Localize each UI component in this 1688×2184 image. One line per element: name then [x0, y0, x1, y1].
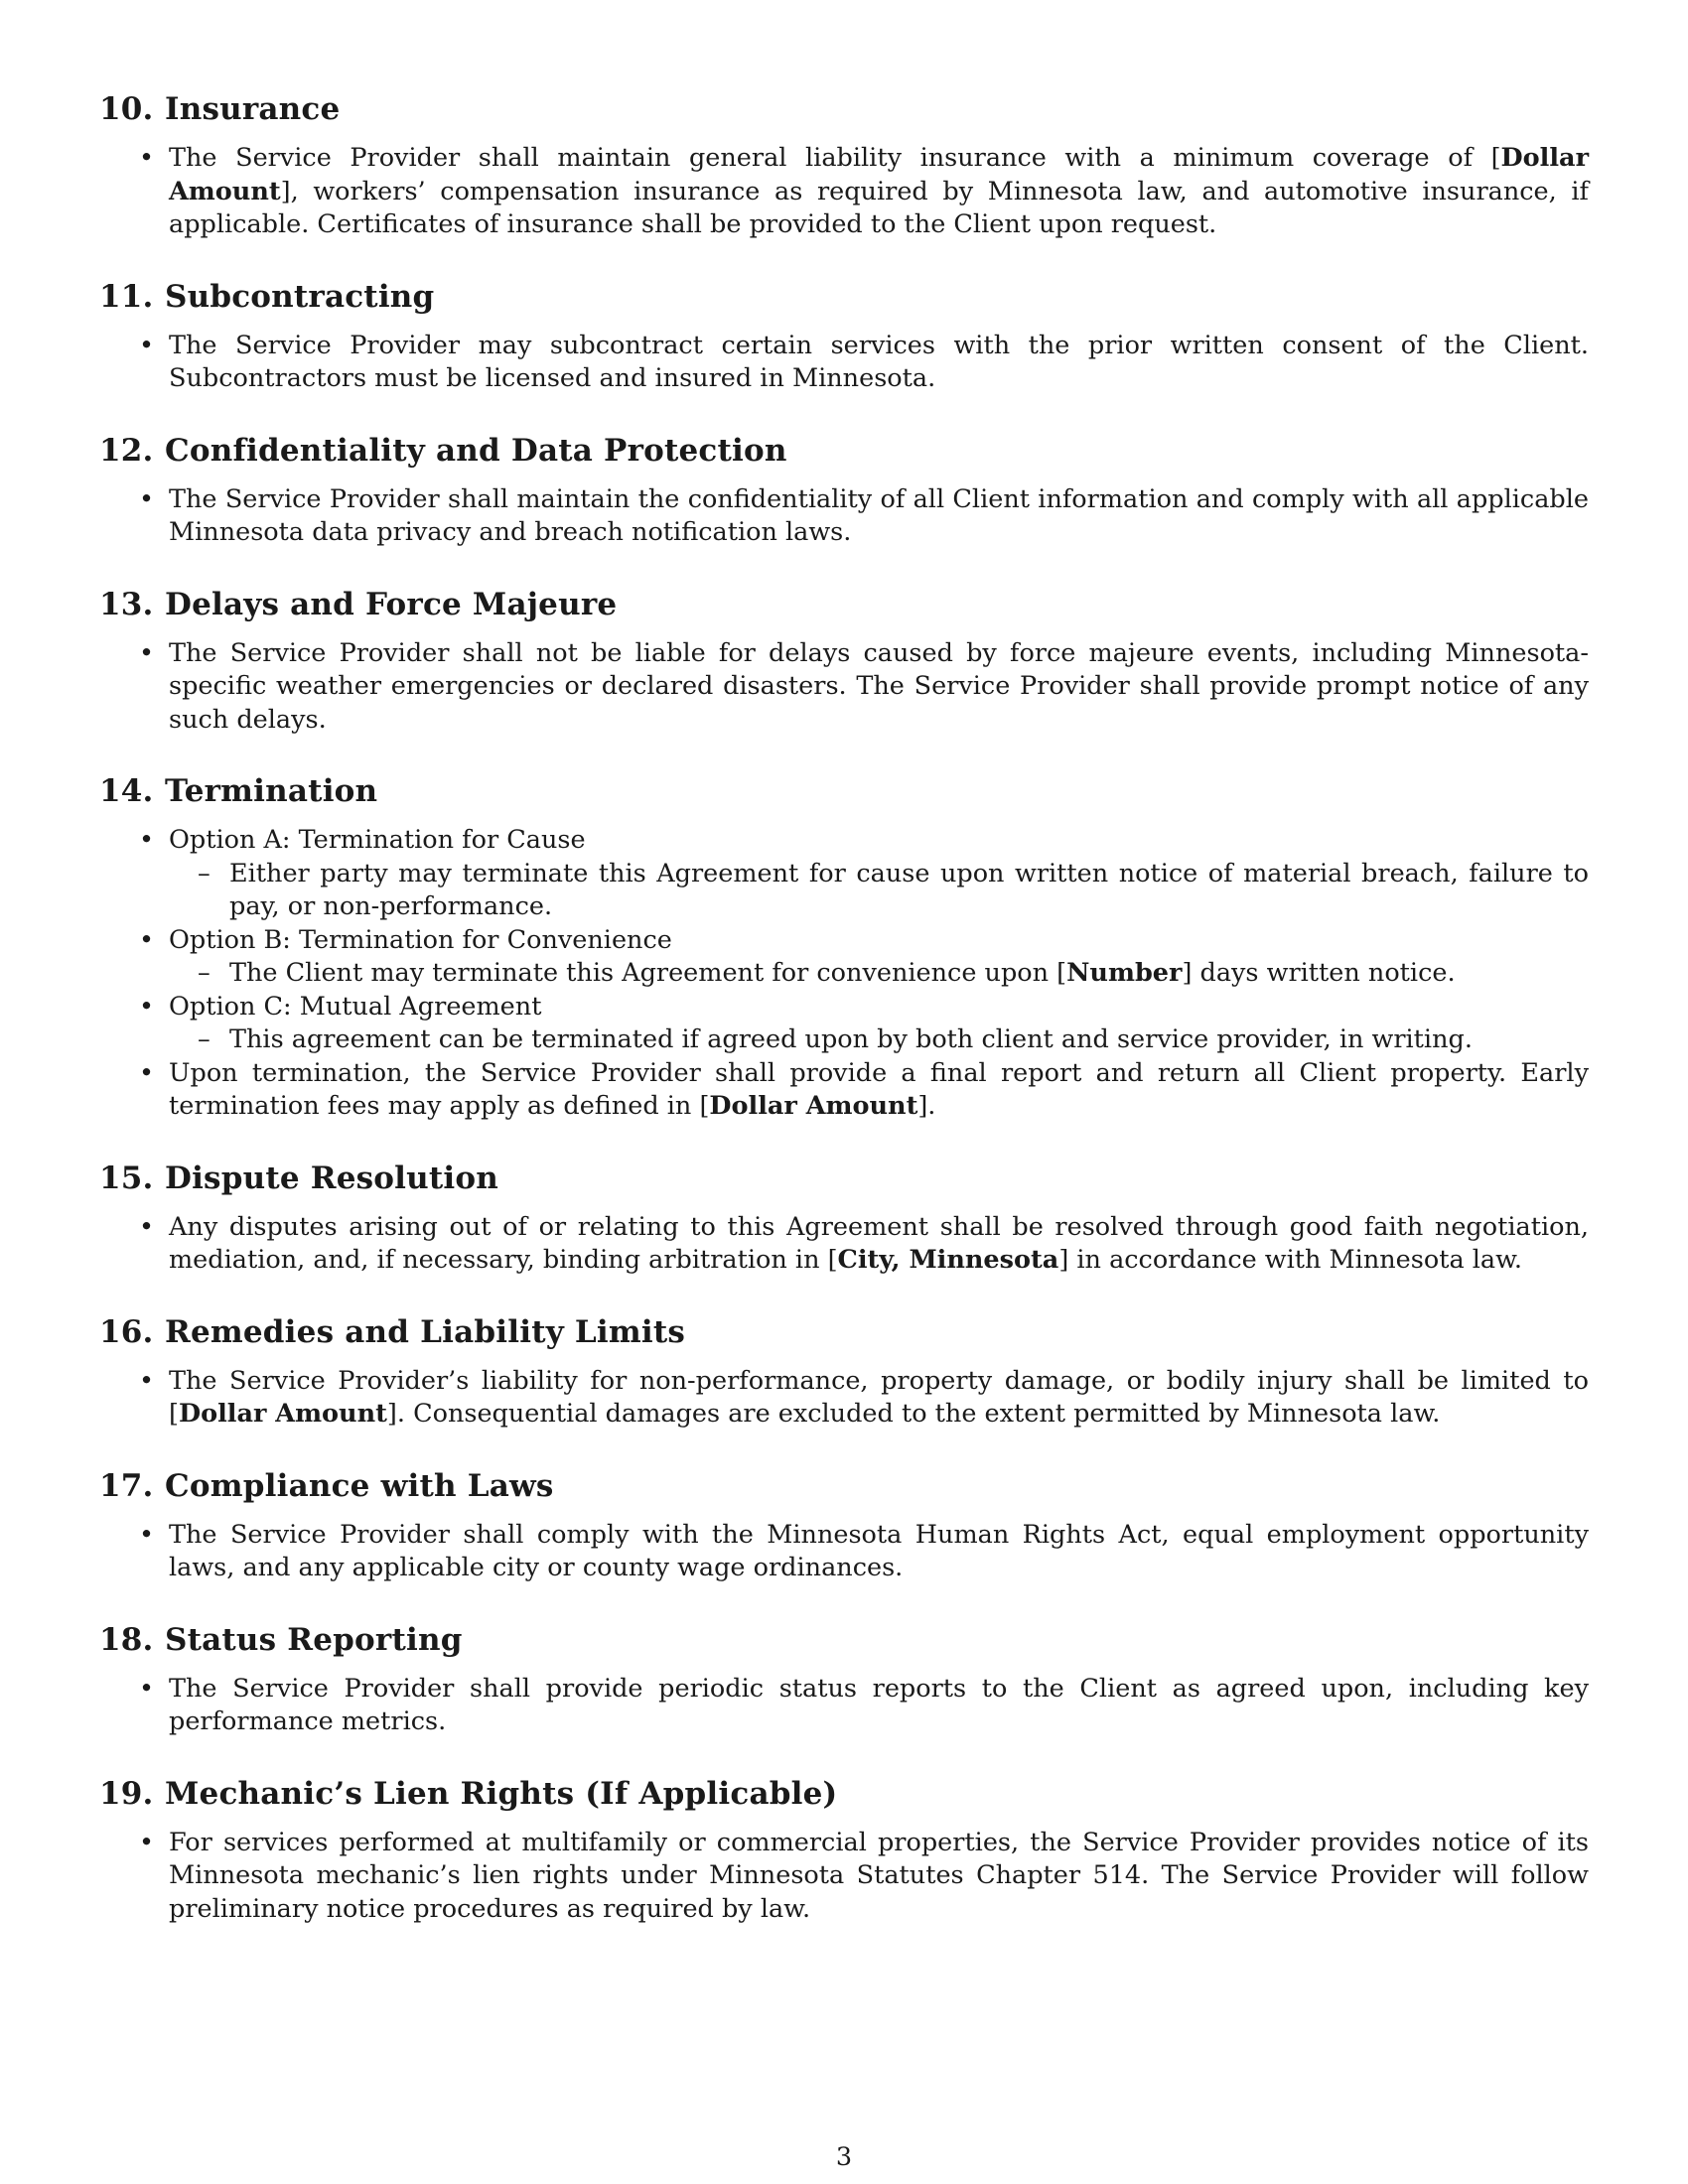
section-heading: 11. Subcontracting: [99, 278, 435, 315]
placeholder-field: Number: [1066, 958, 1183, 988]
list-item: • For services performed at multifamily or commercial properties, the Service Provider provides notice of its Minnesota mechanic’s lien rights under Minnesota Statutes Chapter 514. The Service Provider will follow preliminary notice procedures as required by law.: [99, 1827, 1589, 1927]
section-insurance: [99, 89, 1589, 242]
list-item: • Option C: Mutual Agreement – This agreement can be terminated if agreed upon by both client and service provider, in writing.: [99, 991, 1589, 1057]
sub-list-item: – This agreement can be terminated if agreed upon by both client and service provider, in writing.: [169, 1024, 1589, 1057]
list-item: • The Service Provider shall maintain the confidentiality of all Client information and comply with all applicable Minnesota data privacy and breach notification laws.: [99, 483, 1589, 550]
sub-list-item: – Either party may terminate this Agreement for cause upon written notice of material breach, failure to pay, or non-performance.: [169, 858, 1589, 924]
list-item: • Upon termination, the Service Provider shall provide a final report and return all Client property. Early termination fees may apply as defined in [Dollar Amount].: [99, 1057, 1589, 1124]
bullet-list: [99, 1519, 1589, 1585]
bullet-list: [99, 637, 1589, 738]
bullet-list: [99, 1673, 1589, 1739]
placeholder-field: Dollar Amount: [709, 1091, 918, 1121]
list-item: • The Service Provider shall provide periodic status reports to the Client as agreed upon, including key performance metrics.: [99, 1673, 1589, 1739]
section-heading: 14. Termination: [99, 773, 378, 809]
list-item: • The Service Provider shall maintain general liability insurance with a minimum coverage of [Dollar Amount], workers’ compensation insurance as required by Minnesota law, and automotive insurance, if applicable. Certificates of insurance shall be provided to the Client upon request.: [99, 142, 1589, 242]
section-heading: 15. Dispute Resolution: [99, 1160, 499, 1196]
placeholder-field: Dollar Amount: [169, 143, 1589, 206]
bullet-list: [99, 1365, 1589, 1432]
list-item: • The Service Provider shall not be liable for delays caused by force majeure events, including Minnesota-specific weather emergencies or declared disasters. The Service Provider shall provide prompt notice of any such delays.: [99, 637, 1589, 738]
section-compliance-laws: [99, 1466, 1589, 1585]
section-termination: [99, 771, 1589, 1124]
list-item: • The Service Provider’s liability for non-performance, property damage, or bodily injury shall be limited to [Dollar Amount]. Consequential damages are excluded to the extent permitted by Minnesota law.: [99, 1365, 1589, 1432]
section-remedies-liability: [99, 1312, 1589, 1432]
section-status-reporting: [99, 1620, 1589, 1739]
list-item: • The Service Provider shall comply with the Minnesota Human Rights Act, equal employment opportunity laws, and any applicable city or county wage ordinances.: [99, 1519, 1589, 1585]
list-item: • Any disputes arising out of or relating to this Agreement shall be resolved through good faith negotiation, mediation, and, if necessary, binding arbitration in [City, Minnesota] in accordance with Minnesota law.: [99, 1211, 1589, 1278]
placeholder-field: Dollar Amount: [178, 1399, 387, 1429]
sub-list-item: – The Client may terminate this Agreement for convenience upon [Number] days written notice.: [169, 957, 1589, 991]
section-heading: 12. Confidentiality and Data Protection: [99, 432, 787, 469]
sub-list: [169, 858, 1589, 924]
section-heading: 13. Delays and Force Majeure: [99, 586, 618, 622]
list-item: • Option A: Termination for Cause – Either party may terminate this Agreement for cause upon written notice of material breach, failure to pay, or non-performance.: [99, 824, 1589, 924]
list-item: • Option B: Termination for Convenience – The Client may terminate this Agreement for convenience upon [Number] days written notice.: [99, 924, 1589, 991]
bullet-list: [99, 142, 1589, 242]
bullet-list: [99, 330, 1589, 396]
bullet-list: [99, 1211, 1589, 1278]
sub-list: [169, 1024, 1589, 1057]
document-page: [99, 89, 1589, 1961]
section-confidentiality: [99, 431, 1589, 550]
bullet-list: [99, 824, 1589, 1124]
page-number: 3: [835, 2142, 853, 2172]
bullet-list: [99, 483, 1589, 550]
list-item: • The Service Provider may subcontract certain services with the prior written consent of the Client. Subcontractors must be licensed and insured in Minnesota.: [99, 330, 1589, 396]
sub-list: [169, 957, 1589, 991]
placeholder-field: City, Minnesota: [837, 1245, 1059, 1275]
section-heading: 17. Compliance with Laws: [99, 1467, 554, 1504]
section-delays-force-majeure: [99, 585, 1589, 738]
section-subcontracting: [99, 277, 1589, 396]
bullet-list: [99, 1827, 1589, 1927]
section-heading: 16. Remedies and Liability Limits: [99, 1313, 686, 1350]
section-heading: 10. Insurance: [99, 91, 341, 127]
section-heading: 18. Status Reporting: [99, 1621, 463, 1658]
section-heading: 19. Mechanic’s Lien Rights (If Applicable): [99, 1775, 838, 1812]
section-dispute-resolution: [99, 1159, 1589, 1278]
section-mechanics-lien: [99, 1774, 1589, 1927]
